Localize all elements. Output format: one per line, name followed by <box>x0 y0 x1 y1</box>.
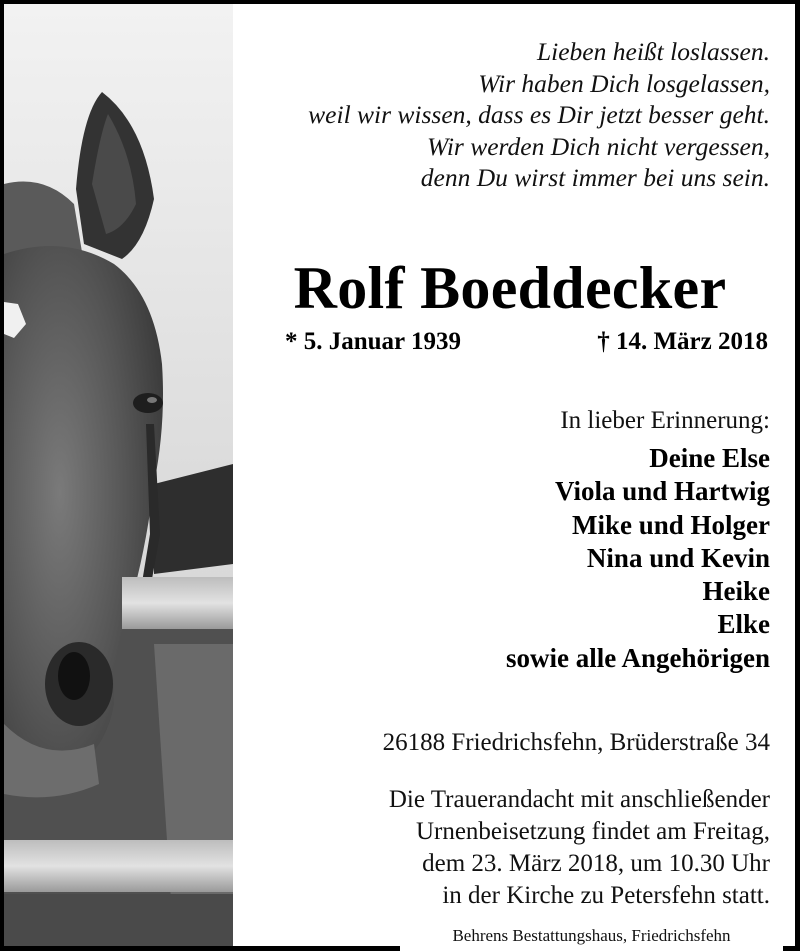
mourner: Deine Else <box>649 443 770 473</box>
service-line: Urnenbeisetzung findet am Freitag, <box>415 818 770 845</box>
life-dates <box>285 328 768 362</box>
mourner: Heike <box>702 576 770 607</box>
service-info <box>240 784 770 912</box>
mourner: Viola und Hartwig <box>554 476 770 507</box>
service-line: Die Trauerandacht mit anschließender <box>388 786 770 813</box>
service-line: in der Kirche zu Petersfehn statt. <box>442 882 770 909</box>
poem-line: denn Du wirst immer bei uns sein. <box>420 163 770 192</box>
poem <box>240 36 770 194</box>
poem-line: Wir werden Dich nicht vergessen, <box>427 131 770 161</box>
poem-line: Wir haben Dich losgelassen, <box>478 68 770 98</box>
deceased-name: Rolf Boeddecker <box>293 255 727 321</box>
address: 26188 Friedrichsfehn, Brüderstraße 34 <box>382 729 770 756</box>
mourners-list <box>240 442 770 675</box>
funeral-home: Behrens Bestattungshaus, Friedrichsfehn <box>452 926 731 945</box>
mourner: Nina und Kevin <box>586 542 770 573</box>
death-date: † 14. März 2018 <box>597 328 768 355</box>
poem-line: Lieben heißt loslassen. <box>536 37 770 66</box>
mourner: Elke <box>717 609 770 640</box>
poem-line: weil wir wissen, dass es Dir jetzt besser geht. <box>308 100 770 129</box>
service-line: dem 23. März 2018, um 10.30 Uhr <box>422 850 770 877</box>
horse-photo <box>4 4 233 946</box>
remembrance-label: In lieber Erinnerung: <box>560 407 770 434</box>
mourner: sowie alle Angehörigen <box>506 642 770 673</box>
birth-date: * 5. Januar 1939 <box>285 328 461 355</box>
mourner: Mike und Holger <box>571 509 770 540</box>
